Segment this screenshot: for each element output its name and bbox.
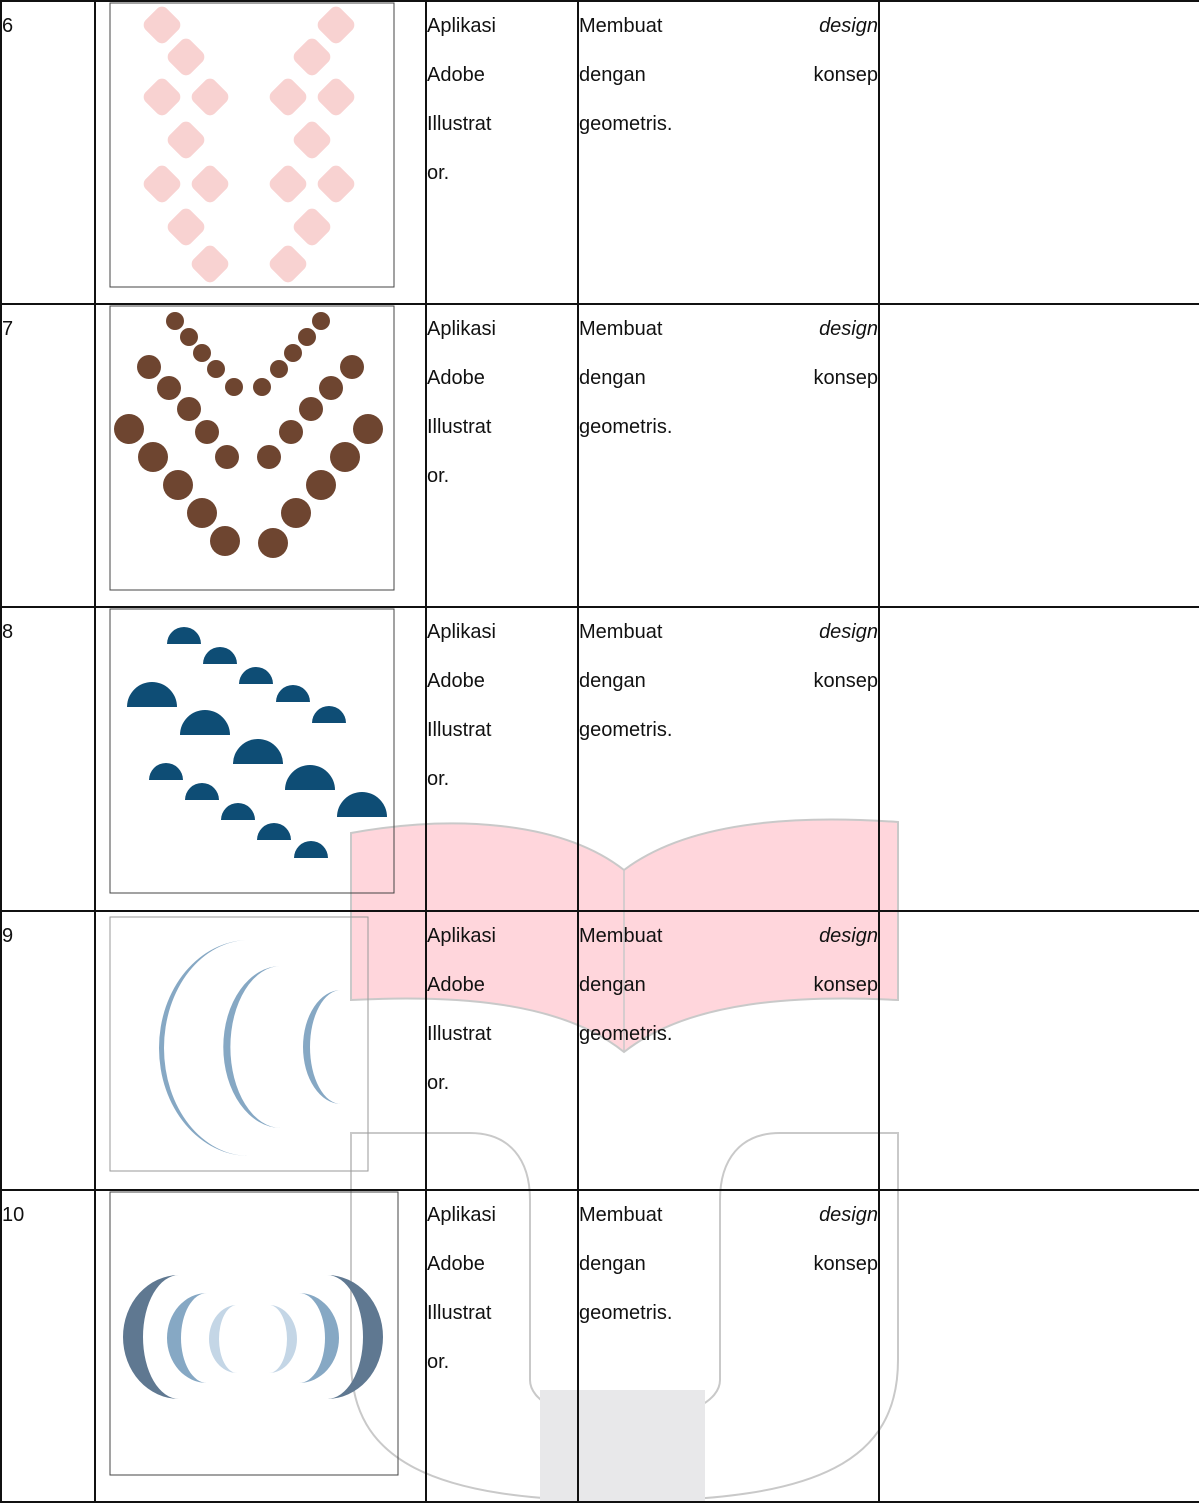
tool-line: Illustrat	[427, 1023, 492, 1045]
row-number: 7	[1, 304, 95, 607]
image-cell	[95, 911, 426, 1190]
description-cell	[578, 1, 879, 304]
desc-word: konsep	[813, 367, 878, 389]
row-number: 8	[1, 607, 95, 911]
navy-semicircles-artwork	[109, 608, 396, 898]
image-cell	[95, 1, 426, 304]
tool-cell	[426, 911, 578, 1190]
tool-line: Adobe	[427, 1253, 485, 1275]
tool-line: or.	[427, 1072, 450, 1094]
desc-word: konsep	[813, 64, 878, 86]
description-cell	[578, 304, 879, 607]
desc-word: design	[819, 1204, 878, 1226]
desc-word: Membuat	[579, 318, 663, 340]
note-cell	[879, 607, 1199, 911]
image-cell	[95, 607, 426, 911]
image-cell	[95, 1190, 426, 1502]
desc-word: design	[819, 621, 878, 643]
desc-word: design	[819, 925, 878, 947]
desc-word: dengan	[579, 974, 646, 996]
image-cell	[95, 304, 426, 607]
tool-line: Adobe	[427, 974, 485, 996]
table-row	[1, 304, 1199, 607]
note-cell	[879, 1, 1199, 304]
tool-cell	[426, 1, 578, 304]
tool-line: or.	[427, 768, 450, 790]
tool-line: or.	[427, 162, 450, 184]
brown-dots-v-artwork	[109, 305, 396, 595]
blue-crescents-artwork	[109, 916, 396, 1178]
tool-line: Aplikasi	[427, 318, 496, 340]
tool-line: Adobe	[427, 367, 485, 389]
tool-line: or.	[427, 465, 450, 487]
desc-word: konsep	[813, 670, 878, 692]
description-cell	[578, 607, 879, 911]
tool-line: Illustrat	[427, 719, 492, 741]
row-number: 6	[1, 1, 95, 304]
desc-word: geometris.	[579, 416, 673, 438]
table-row	[1, 1190, 1199, 1502]
slate-crescent-pairs-artwork	[109, 1191, 401, 1481]
desc-word: dengan	[579, 1253, 646, 1275]
desc-word: Membuat	[579, 15, 663, 37]
table-row	[1, 911, 1199, 1190]
row-number: 9	[1, 911, 95, 1190]
desc-word: Membuat	[579, 925, 663, 947]
tool-line: Aplikasi	[427, 621, 496, 643]
description-cell	[578, 1190, 879, 1502]
tool-line: Illustrat	[427, 416, 492, 438]
desc-word: dengan	[579, 367, 646, 389]
desc-word: konsep	[813, 1253, 878, 1275]
tool-line: Illustrat	[427, 1302, 492, 1324]
tool-cell	[426, 1190, 578, 1502]
note-cell	[879, 1190, 1199, 1502]
desc-word: geometris.	[579, 113, 673, 135]
desc-word: dengan	[579, 64, 646, 86]
table-row	[1, 1, 1199, 304]
pink-rounded-diamonds-artwork	[109, 2, 396, 298]
desc-word: design	[819, 15, 878, 37]
tool-line: Aplikasi	[427, 1204, 496, 1226]
tool-line: Adobe	[427, 670, 485, 692]
row-number: 10	[1, 1190, 95, 1502]
tool-cell	[426, 607, 578, 911]
desc-word: geometris.	[579, 719, 673, 741]
table-row	[1, 607, 1199, 911]
desc-word: Membuat	[579, 621, 663, 643]
desc-word: Membuat	[579, 1204, 663, 1226]
tool-line: or.	[427, 1351, 450, 1373]
desc-word: geometris.	[579, 1023, 673, 1045]
tool-line: Aplikasi	[427, 15, 496, 37]
description-cell	[578, 911, 879, 1190]
note-cell	[879, 911, 1199, 1190]
note-cell	[879, 304, 1199, 607]
desc-word: geometris.	[579, 1302, 673, 1324]
desc-word: konsep	[813, 974, 878, 996]
tool-line: Aplikasi	[427, 925, 496, 947]
tool-line: Illustrat	[427, 113, 492, 135]
tool-cell	[426, 304, 578, 607]
tool-line: Adobe	[427, 64, 485, 86]
desc-word: dengan	[579, 670, 646, 692]
desc-word: design	[819, 318, 878, 340]
